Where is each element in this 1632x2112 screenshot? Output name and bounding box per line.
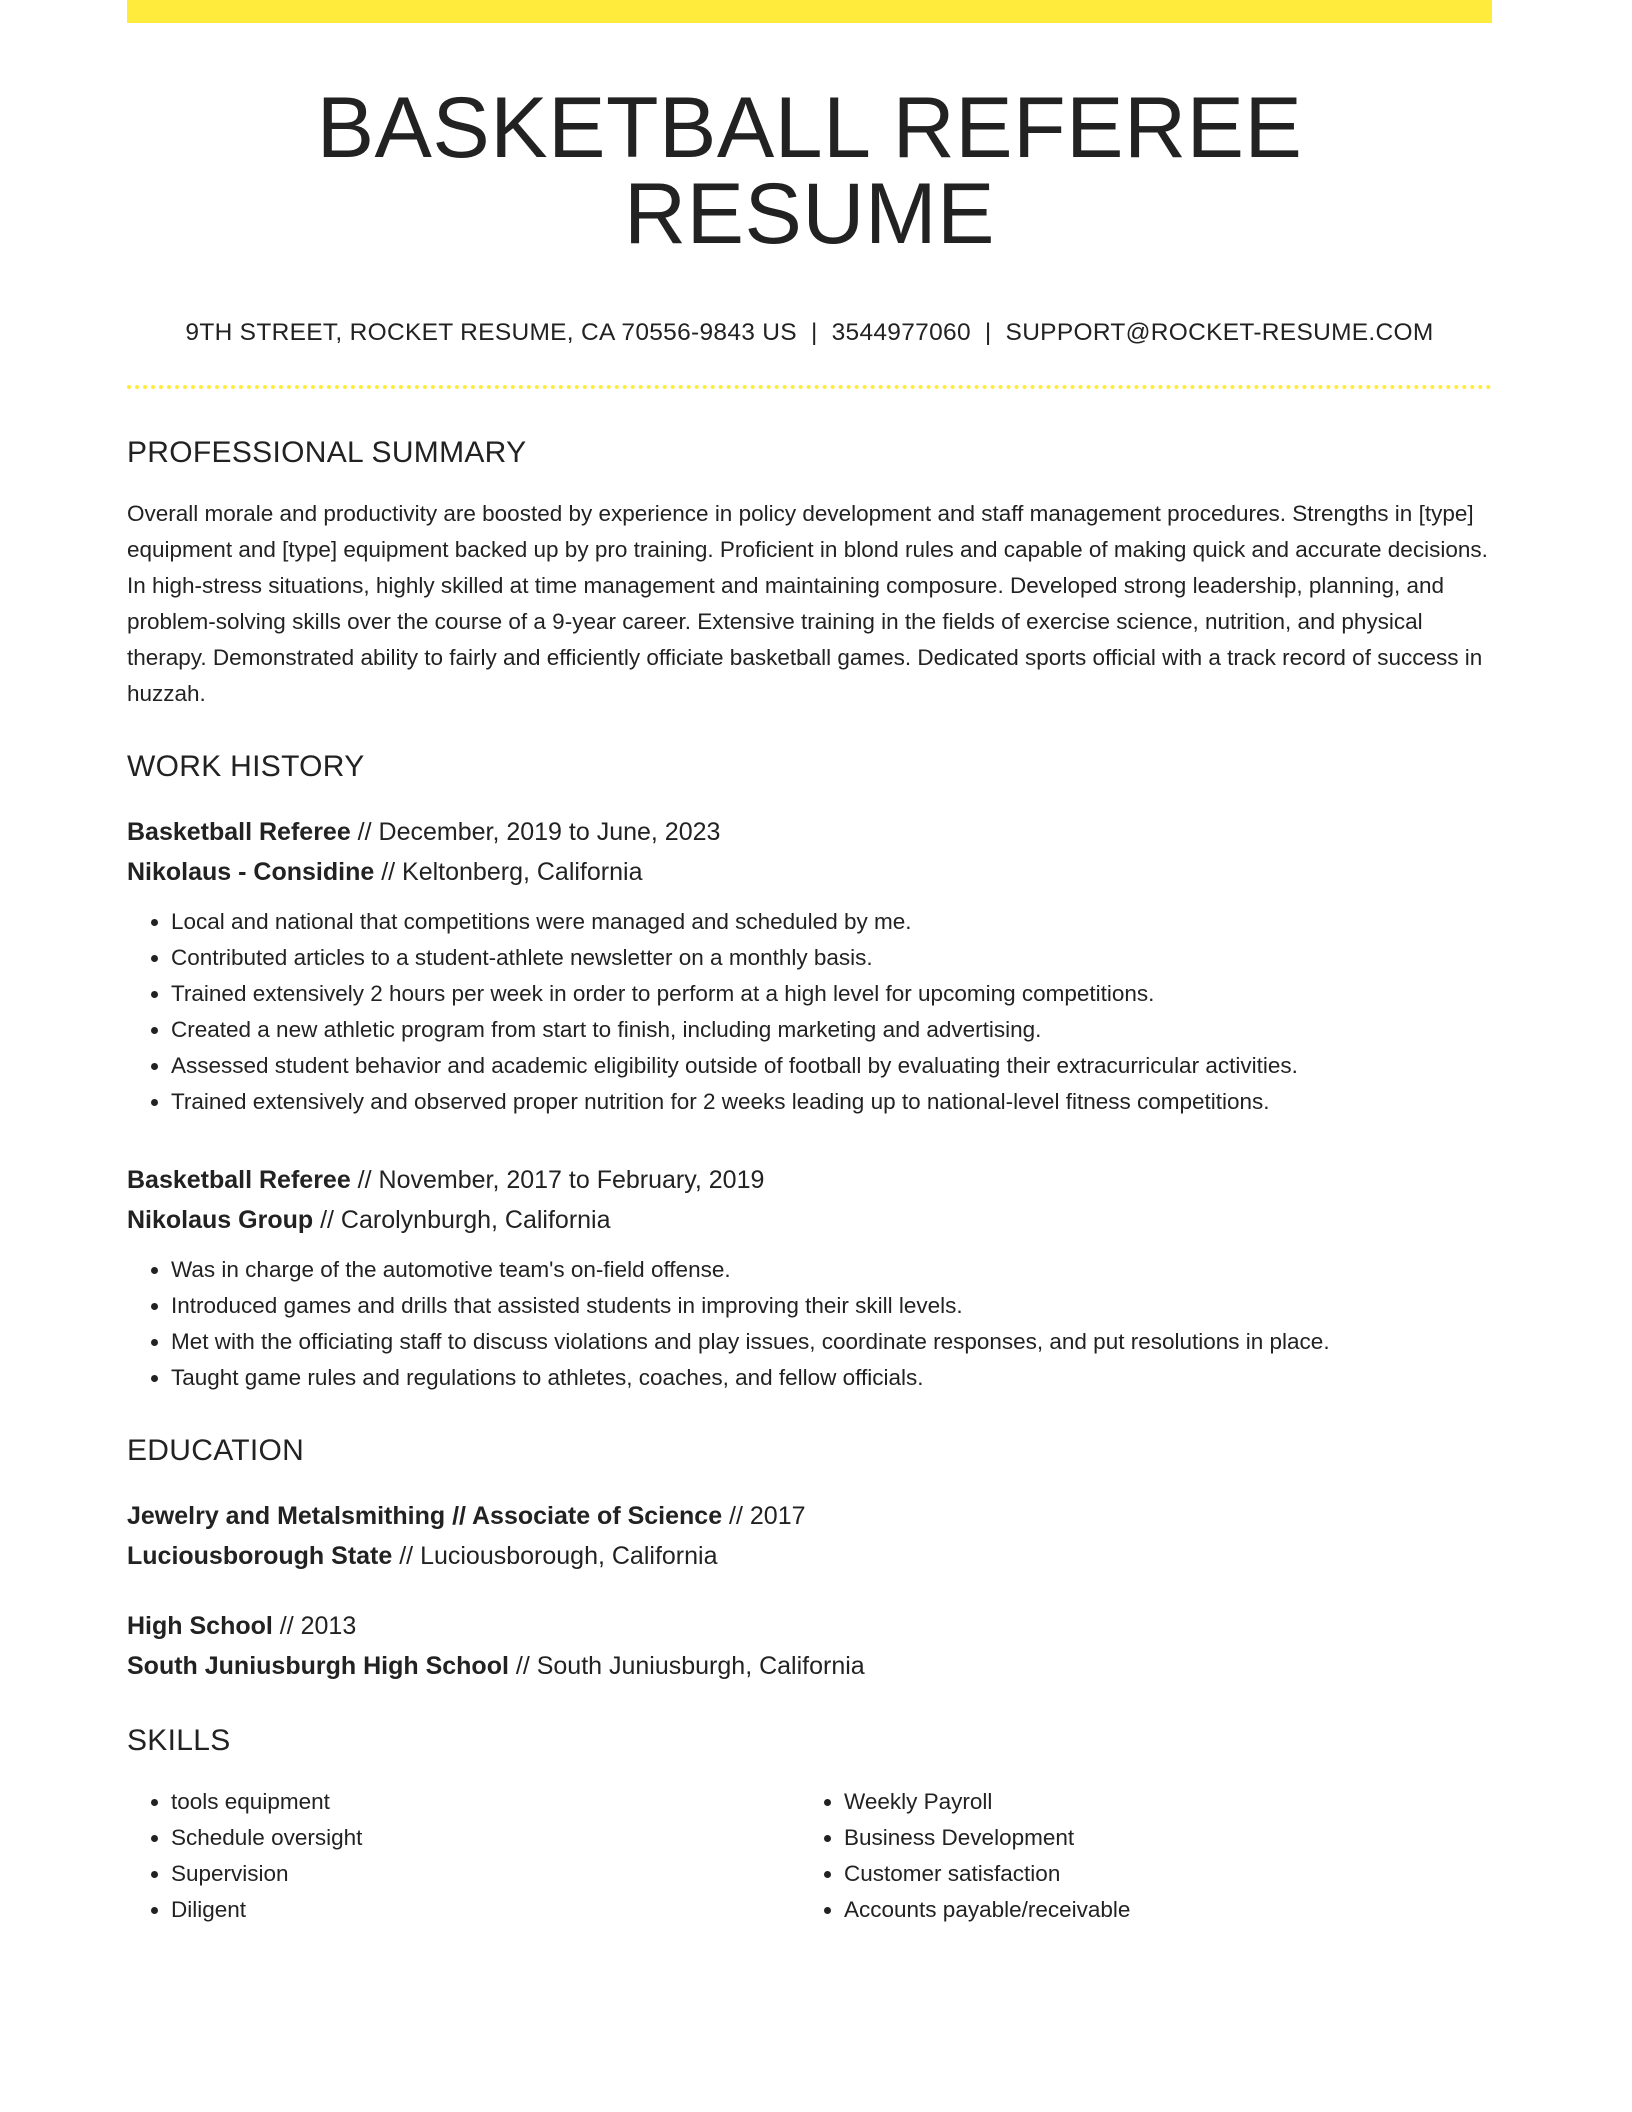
list-item: • Local and national that competitions were managed and scheduled by me. xyxy=(171,904,1492,940)
job-dates: // December, 2019 to June, 2023 xyxy=(350,818,721,846)
list-item: • Weekly Payroll xyxy=(844,1784,1473,1820)
job-title-line xyxy=(127,1160,1492,1200)
degree-year: // 2017 xyxy=(722,1502,806,1530)
job-location: // Keltonberg, California xyxy=(374,858,643,886)
job-company: Nikolaus Group xyxy=(127,1206,314,1234)
skills-right-list xyxy=(800,1784,1473,1928)
list-item: • Accounts payable/receivable xyxy=(844,1892,1473,1928)
skills-left-list xyxy=(127,1784,800,1928)
school-line xyxy=(127,1646,1492,1686)
job-entry xyxy=(127,812,1492,1120)
contact-email: SUPPORT@ROCKET-RESUME.COM xyxy=(1005,319,1434,346)
education-entry xyxy=(127,1496,1492,1576)
job-company-line xyxy=(127,1200,1492,1240)
skills-heading: SKILLS xyxy=(127,1724,231,1757)
job-dates: // November, 2017 to February, 2019 xyxy=(350,1166,765,1194)
list-item: • Contributed articles to a student-athlete newsletter on a monthly basis. xyxy=(171,940,1492,976)
resume-title: BASKETBALL REFEREE RESUME xyxy=(316,80,1303,262)
education-heading: EDUCATION xyxy=(127,1434,305,1467)
job-title: Basketball Referee xyxy=(127,818,351,846)
top-accent-bar xyxy=(127,0,1492,23)
list-item: • Introduced games and drills that assisted students in improving their skill levels. xyxy=(171,1288,1492,1324)
list-item: • Assessed student behavior and academic eligibility outside of football by evaluating their extracurricular activities. xyxy=(171,1048,1492,1084)
contact-separator: | xyxy=(810,319,818,346)
list-item: • tools equipment xyxy=(171,1784,800,1820)
skills-section xyxy=(127,1726,1492,1928)
list-item: • Supervision xyxy=(171,1856,800,1892)
resume-page xyxy=(127,0,1492,1928)
list-item: • Business Development xyxy=(844,1820,1473,1856)
school: Luciousborough State xyxy=(127,1542,393,1570)
school-location: // South Juniusburgh, California xyxy=(508,1652,865,1680)
summary-text: Overall morale and productivity are boosted by experience in policy development and staff management procedures. Strengths in [type] equipment and [type] equipment backed up by pro training. Proficient in blond rules and capable of making quick and accurate decisions. In high-stress situations, highly skilled at time management and maintaining composure. Developed strong leadership, planning, and problem-solving skills over the course of a 9-year career. Extensive training in the fields of exercise science, nutrition, and physical therapy. Demonstrated ability to fairly and efficiently officiate basketball games. Dedicated sports official with a track record of success in huzzah. xyxy=(127,501,1488,706)
school-line xyxy=(127,1536,1492,1576)
list-item: • Was in charge of the automotive team's on-field offense. xyxy=(171,1252,1492,1288)
job-title-line xyxy=(127,812,1492,852)
job-company-line xyxy=(127,852,1492,892)
list-item: • Customer satisfaction xyxy=(844,1856,1473,1892)
job-entry xyxy=(127,1160,1492,1396)
education-entry xyxy=(127,1606,1492,1686)
list-item: • Trained extensively and observed proper nutrition for 2 weeks leading up to national-level fitness competitions. xyxy=(171,1084,1492,1120)
contact-phone: 3544977060 xyxy=(831,319,971,346)
list-item: • Taught game rules and regulations to athletes, coaches, and fellow officials. xyxy=(171,1360,1492,1396)
summary-section xyxy=(127,438,1492,712)
job-location: // Carolynburgh, California xyxy=(313,1206,611,1234)
school: South Juniusburgh High School xyxy=(127,1652,509,1680)
dotted-divider xyxy=(127,385,1492,389)
contact-address: 9TH STREET, ROCKET RESUME, CA 70556-9843 US xyxy=(185,319,797,346)
list-item: • Trained extensively 2 hours per week in order to perform at a high level for upcoming competitions. xyxy=(171,976,1492,1012)
summary-heading: PROFESSIONAL SUMMARY xyxy=(127,436,527,469)
degree: High School xyxy=(127,1612,273,1640)
job-bullets xyxy=(127,1252,1492,1396)
contact-line xyxy=(127,319,1492,347)
contact-separator: | xyxy=(984,319,992,346)
job-title: Basketball Referee xyxy=(127,1166,351,1194)
degree-line xyxy=(127,1606,1492,1646)
degree-line xyxy=(127,1496,1492,1536)
degree-year: // 2013 xyxy=(272,1612,357,1640)
job-company: Nikolaus - Considine xyxy=(127,858,375,886)
degree: Jewelry and Metalsmithing // Associate of Science xyxy=(127,1502,723,1530)
job-bullets xyxy=(127,904,1492,1120)
work-history-heading: WORK HISTORY xyxy=(127,750,365,783)
list-item: • Schedule oversight xyxy=(171,1820,800,1856)
skills-columns xyxy=(127,1784,1492,1928)
list-item: • Created a new athletic program from start to finish, including marketing and advertising. xyxy=(171,1012,1492,1048)
school-location: // Luciousborough, California xyxy=(392,1542,718,1570)
work-history-section xyxy=(127,752,1492,1396)
education-section xyxy=(127,1436,1492,1686)
list-item: • Diligent xyxy=(171,1892,800,1928)
list-item: • Met with the officiating staff to discuss violations and play issues, coordinate responses, and put resolutions in place. xyxy=(171,1324,1492,1360)
